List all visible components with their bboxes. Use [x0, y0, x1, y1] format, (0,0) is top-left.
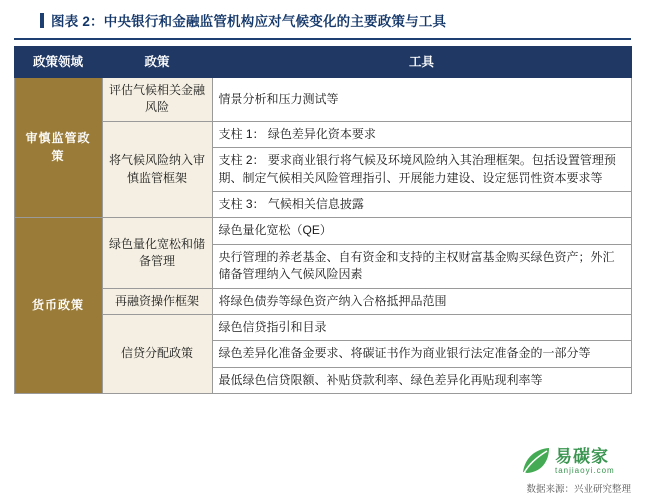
- policy-cell: 将气候风险纳入审慎监管框架: [102, 121, 212, 218]
- tool-cell: 最低绿色信贷限额、补贴贷款利率、绿色差异化再贴现利率等: [212, 367, 631, 393]
- watermark-name: 易碳家: [555, 446, 609, 466]
- area-cell: 审慎监管政策: [14, 78, 102, 218]
- area-cell: 货币政策: [14, 218, 102, 394]
- tool-cell: 情景分析和压力测试等: [212, 78, 631, 122]
- policy-cell: 信贷分配政策: [102, 314, 212, 393]
- table-row: [14, 314, 631, 340]
- tool-cell: 支柱 3： 气候相关信息披露: [212, 191, 631, 217]
- tool-cell: 绿色信贷指引和目录: [212, 314, 631, 340]
- figure-title-row: [0, 10, 645, 30]
- tool-cell: 绿色差异化准备金要求、将碳证书作为商业银行法定准备金的一部分等: [212, 341, 631, 367]
- leaf-icon: [519, 444, 553, 478]
- tool-cell: 支柱 1： 绿色差异化资本要求: [212, 121, 631, 147]
- watermark-logo: [519, 441, 631, 481]
- table-row: [14, 218, 631, 244]
- policy-cell: 再融资操作框架: [102, 288, 212, 314]
- watermark-text: [555, 448, 615, 475]
- tool-cell: 将绿色债券等绿色资产纳入合格抵押品范围: [212, 288, 631, 314]
- table-header: [14, 47, 631, 78]
- table-header-row: [14, 47, 631, 78]
- table-row: [14, 121, 631, 147]
- tool-cell: 支柱 2： 要求商业银行将气候及环境风险纳入其治理框架。包括设置管理预期、制定气候相关风险管理指引、开展能力建设、设定惩罚性资本要求等: [212, 148, 631, 192]
- source-note: 数据来源：兴业研究整理: [526, 484, 631, 495]
- tool-cell: 绿色量化宽松（QE）: [212, 218, 631, 244]
- policy-cell: 评估气候相关金融风险: [102, 78, 212, 122]
- watermark-domain: tanjiaoyi.com: [555, 465, 615, 475]
- table-row: [14, 288, 631, 314]
- column-header-policy: 政策: [102, 47, 212, 78]
- title-accent-bar: [40, 13, 44, 28]
- table-body: [14, 78, 631, 394]
- column-header-area: 政策领域: [14, 47, 102, 78]
- figure-page: [0, 10, 645, 499]
- tool-cell: 央行管理的养老基金、自有资金和支持的主权财富基金购买绿色资产；外汇储备管理纳入气候风险因素: [212, 244, 631, 288]
- column-header-tool: 工具: [212, 47, 631, 78]
- policy-table: [14, 46, 632, 394]
- page-title: 图表 2：中央银行和金融监管机构应对气候变化的主要政策与工具: [51, 14, 447, 29]
- title-underline: [14, 38, 631, 40]
- policy-cell: 绿色量化宽松和储备管理: [102, 218, 212, 288]
- table-row: [14, 78, 631, 122]
